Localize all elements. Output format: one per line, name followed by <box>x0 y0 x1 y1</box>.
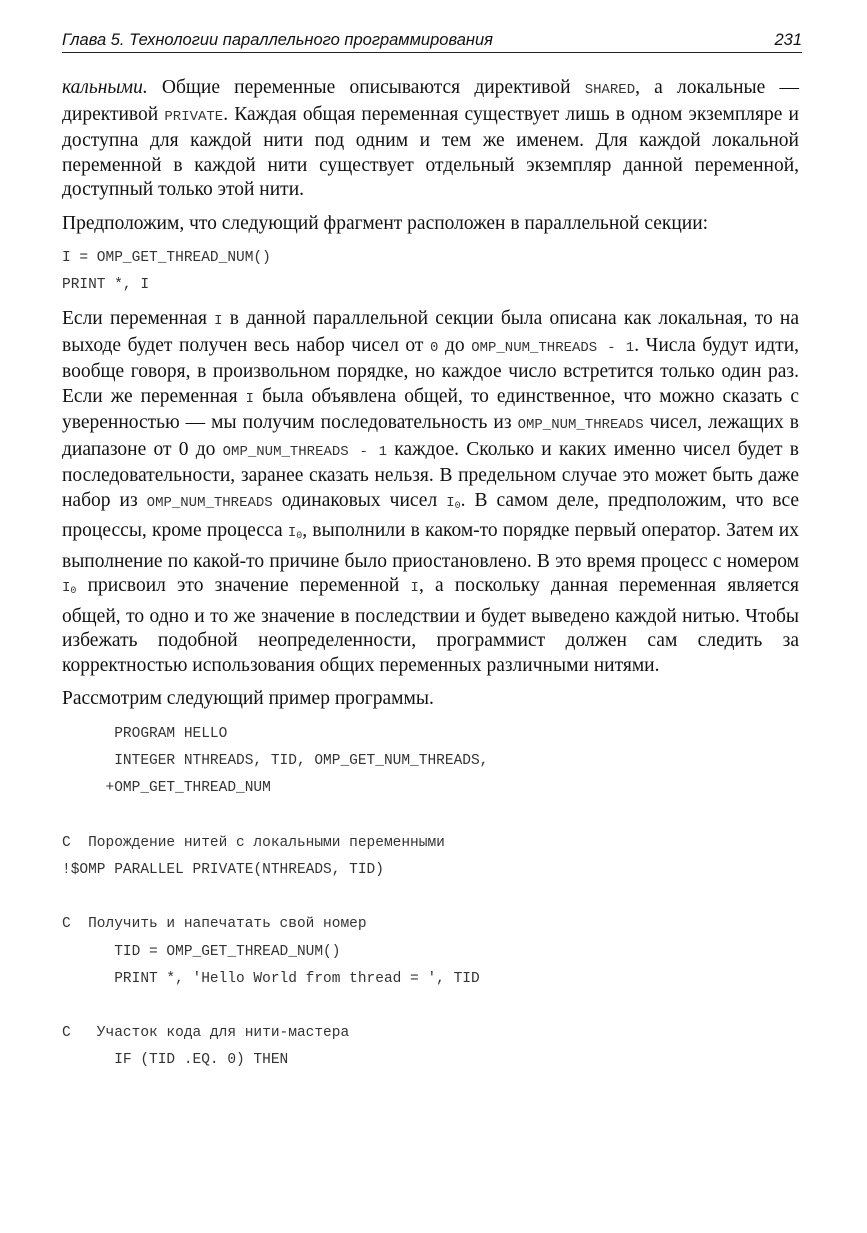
code-inline: OMP_NUM_THREADS - 1 <box>222 443 388 460</box>
page-body <box>62 76 799 1075</box>
text-span: Если переменная <box>62 308 215 330</box>
text-span: каждое. Сколько и каких именно чисел будет в последовательности, заранее сказать нельзя. В предельном случае это может быть даже набор из <box>62 438 799 511</box>
text-span: , выполнили в каком-то порядке первый оператор. Затем их выполнение по какой-то причине было приостановлено. В это время процесс с номером <box>62 520 799 572</box>
subscript: 0 <box>296 531 303 543</box>
code-line: IF (TID .EQ. 0) THEN <box>62 1052 289 1069</box>
code-line <box>62 993 799 1020</box>
text-span: , а локальные — директивой <box>62 77 799 125</box>
paragraph-shared-private <box>62 76 799 203</box>
code-line <box>62 884 799 911</box>
text-span: до <box>438 334 472 356</box>
code-line: +OMP_GET_THREAD_NUM <box>62 780 271 797</box>
text-span: одинаковых чисел <box>272 489 447 511</box>
code-line: !$OMP PARALLEL PRIVATE(NTHREADS, TID) <box>62 861 384 878</box>
text-span: в данной параллельной секции была описана как локальная, то на выходе будет получен весь набор чисел от <box>62 308 800 356</box>
code-fragment <box>62 245 799 299</box>
text-span: . Числа будут идти, вообще говоря, в произвольном порядке, но каждое число встретится только один раз. Если же переменная <box>62 334 800 407</box>
code-inline: OMP_NUM_THREADS - 1 <box>471 339 635 356</box>
code-comment-line: C Получить и напечатать свой номер <box>62 916 367 933</box>
code-comment-line: C Порождение нитей с локальными переменными <box>62 834 445 851</box>
paragraph-explanation <box>62 307 799 678</box>
code-comment-line: C Участок кода для нити-мастера <box>62 1025 350 1042</box>
text-span: была объявлена общей, то единственное, что можно сказать с уверенностью — мы получим последовательность из <box>62 385 799 434</box>
code-line: TID = OMP_GET_THREAD_NUM() <box>62 943 341 960</box>
chapter-title: Глава 5. Технологии параллельного программирования <box>62 31 493 49</box>
code-inline: I <box>245 390 255 407</box>
code-inline: I <box>410 580 419 597</box>
subscript: 0 <box>70 586 77 598</box>
text-span: Общие переменные описываются директивой <box>147 77 585 98</box>
code-inline-private: PRIVATE <box>164 108 224 125</box>
code-inline: OMP_NUM_THREADS <box>517 417 644 434</box>
code-inline: I <box>446 494 455 511</box>
code-inline: I <box>214 313 223 330</box>
code-line: PRINT *, 'Hello World from thread = ', TID <box>62 970 480 987</box>
text-span: присвоил это значение переменной <box>76 575 411 597</box>
code-line: INTEGER NTHREADS, TID, OMP_GET_NUM_THREADS, <box>62 753 489 770</box>
page-number: 231 <box>774 31 802 49</box>
page-header <box>62 28 802 53</box>
code-inline: OMP_NUM_THREADS <box>146 494 273 511</box>
italic-lead: кальными. <box>62 77 148 98</box>
code-line: PRINT *, I <box>62 277 150 294</box>
text-span: чисел, лежащих в диапазоне от 0 до <box>62 412 799 460</box>
code-inline: I <box>62 580 71 597</box>
code-line <box>62 803 799 830</box>
paragraph-example-intro: Рассмотрим следующий пример программы. <box>62 688 434 710</box>
paragraph-suppose: Предположим, что следующий фрагмент расположен в параллельной секции: <box>62 212 709 234</box>
code-line: PROGRAM HELLO <box>62 725 228 742</box>
subscript: 0 <box>454 500 461 512</box>
text-span: . Каждая общая переменная существует лишь в одном экземпляре и доступна для каждой нити под одним и тем же именем. Для каждой локальной переменной в каждой нити существует отдельный экземпляр данной переменной, доступный только этой нити. <box>62 103 799 200</box>
text-span: . В самом деле, предположим, что все процессы, кроме процесса <box>62 489 800 542</box>
code-listing-hello <box>62 721 799 1075</box>
code-line: I = OMP_GET_THREAD_NUM() <box>62 250 271 266</box>
text-span: , а поскольку данная переменная является общей, то одно и то же значение в последствии и будет выведено каждой нитью. Чтобы избежать подобной неопределенности, программист должен сам следить за корректностью использования общих переменных различными нитями. <box>62 575 799 676</box>
code-inline: 0 <box>429 339 439 356</box>
code-inline: I <box>287 525 297 542</box>
code-inline-shared: SHARED <box>584 82 636 98</box>
